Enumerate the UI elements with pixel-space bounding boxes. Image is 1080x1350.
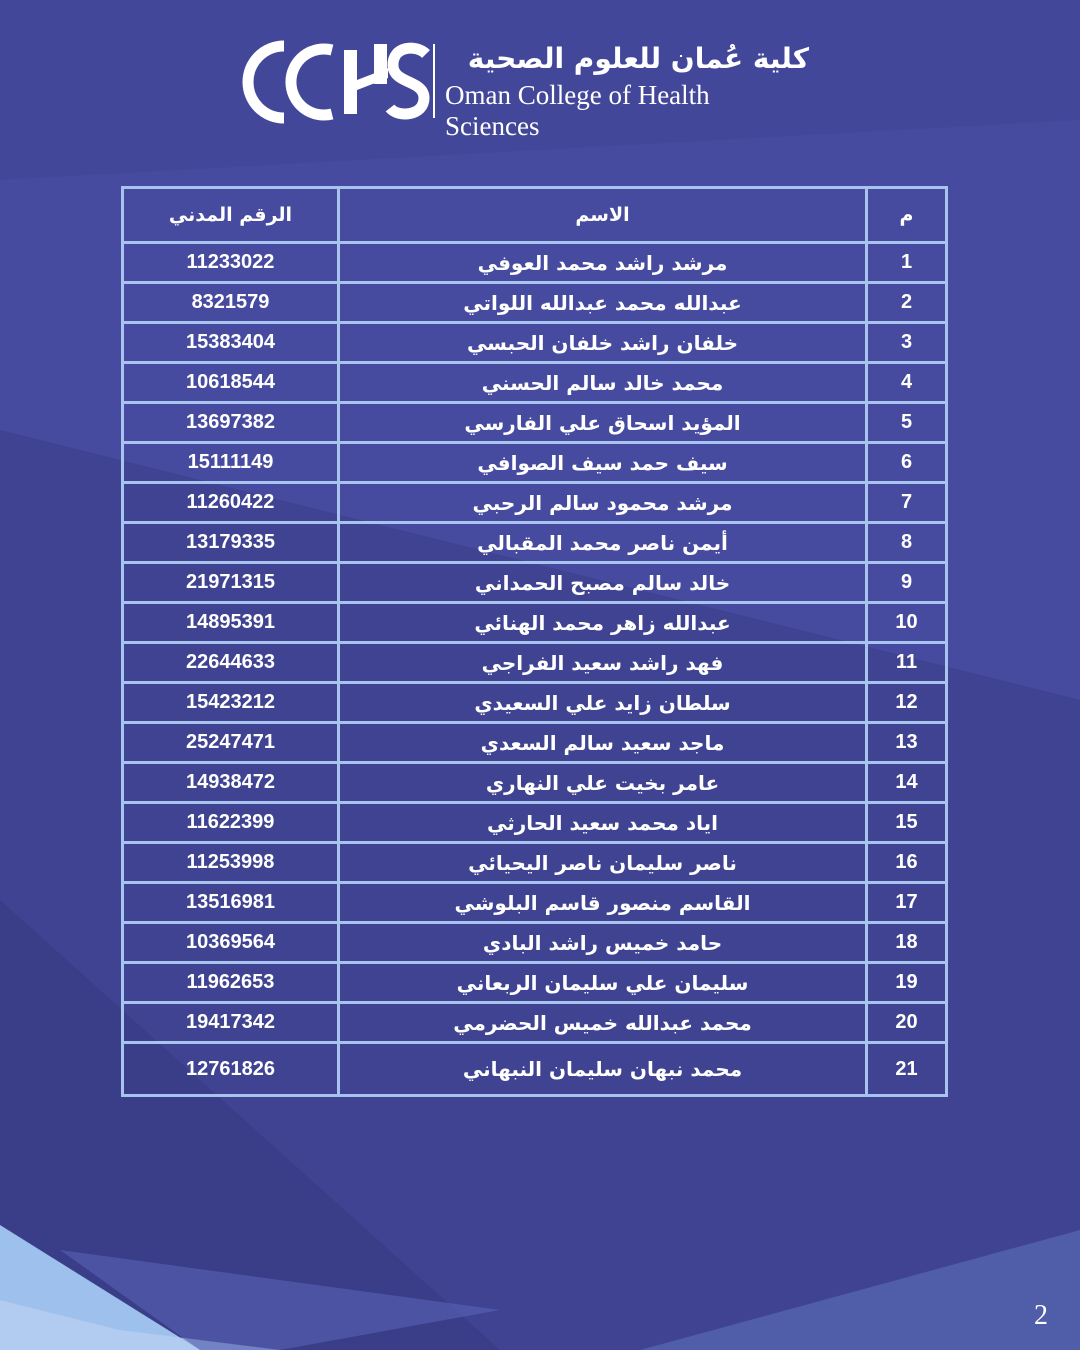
name-cell: حامد خميس راشد البادي xyxy=(339,923,867,963)
name-cell: أيمن ناصر محمد المقبالي xyxy=(339,523,867,563)
civil-id-cell: 14938472 xyxy=(123,763,339,803)
college-name-arabic: كلية عُمان للعلوم الصحية xyxy=(467,42,809,75)
table-row xyxy=(123,963,947,1003)
table-row xyxy=(123,283,947,323)
civil-id-cell: 21971315 xyxy=(123,563,339,603)
index-cell: 14 xyxy=(867,763,947,803)
civil-id-cell: 15423212 xyxy=(123,683,339,723)
name-cell: مرشد محمود سالم الرحبي xyxy=(339,483,867,523)
civil-id-cell: 11253998 xyxy=(123,843,339,883)
table-row xyxy=(123,923,947,963)
index-cell: 13 xyxy=(867,723,947,763)
table-row xyxy=(123,603,947,643)
name-cell: خالد سالم مصبح الحمداني xyxy=(339,563,867,603)
table-row xyxy=(123,483,947,523)
index-cell: 16 xyxy=(867,843,947,883)
index-column-header: م xyxy=(867,188,947,243)
name-cell: ناصر سليمان ناصر اليحيائي xyxy=(339,843,867,883)
name-cell: مرشد راشد محمد العوفي xyxy=(339,243,867,283)
index-cell: 10 xyxy=(867,603,947,643)
table-row xyxy=(123,1043,947,1096)
table-row xyxy=(123,1003,947,1043)
table-row xyxy=(123,243,947,283)
civil-id-column-header: الرقم المدني xyxy=(123,188,339,243)
index-cell: 4 xyxy=(867,363,947,403)
table-row xyxy=(123,683,947,723)
civil-id-cell: 14895391 xyxy=(123,603,339,643)
civil-id-cell: 13516981 xyxy=(123,883,339,923)
name-cell: محمد نبهان سليمان النبهاني xyxy=(339,1043,867,1096)
table-row xyxy=(123,323,947,363)
index-cell: 21 xyxy=(867,1043,947,1096)
name-cell: سلطان زايد علي السعيدي xyxy=(339,683,867,723)
index-cell: 17 xyxy=(867,883,947,923)
index-cell: 19 xyxy=(867,963,947,1003)
table-row xyxy=(123,523,947,563)
name-cell: سليمان علي سليمان الربعاني xyxy=(339,963,867,1003)
name-cell: محمد عبدالله خميس الحضرمي xyxy=(339,1003,867,1043)
index-cell: 7 xyxy=(867,483,947,523)
civil-id-cell: 12761826 xyxy=(123,1043,339,1096)
name-cell: اياد محمد سعيد الحارثي xyxy=(339,803,867,843)
index-cell: 6 xyxy=(867,443,947,483)
table-row xyxy=(123,643,947,683)
index-cell: 11 xyxy=(867,643,947,683)
civil-id-cell: 22644633 xyxy=(123,643,339,683)
table-row xyxy=(123,763,947,803)
civil-id-cell: 11622399 xyxy=(123,803,339,843)
table-body xyxy=(123,243,947,1096)
civil-id-cell: 19417342 xyxy=(123,1003,339,1043)
index-cell: 12 xyxy=(867,683,947,723)
table-row xyxy=(123,443,947,483)
name-cell: سيف حمد سيف الصوافي xyxy=(339,443,867,483)
index-cell: 15 xyxy=(867,803,947,843)
table-row xyxy=(123,843,947,883)
index-cell: 3 xyxy=(867,323,947,363)
page-number: 2 xyxy=(1034,1300,1048,1331)
ochs-logo-mark xyxy=(240,36,430,128)
civil-id-cell: 13179335 xyxy=(123,523,339,563)
logo-divider xyxy=(433,44,435,118)
table-row xyxy=(123,803,947,843)
students-table xyxy=(121,186,948,1097)
index-cell: 2 xyxy=(867,283,947,323)
name-cell: عامر بخيت علي النهاري xyxy=(339,763,867,803)
name-cell: المؤيد اسحاق علي الفارسي xyxy=(339,403,867,443)
civil-id-cell: 11233022 xyxy=(123,243,339,283)
name-cell: فهد راشد سعيد الفراجي xyxy=(339,643,867,683)
table-row xyxy=(123,723,947,763)
name-cell: عبدالله زاهر محمد الهنائي xyxy=(339,603,867,643)
civil-id-cell: 10369564 xyxy=(123,923,339,963)
name-column-header: الاسم xyxy=(339,188,867,243)
name-cell: محمد خالد سالم الحسني xyxy=(339,363,867,403)
table-row xyxy=(123,363,947,403)
name-cell: عبدالله محمد عبدالله اللواتي xyxy=(339,283,867,323)
civil-id-cell: 15111149 xyxy=(123,443,339,483)
civil-id-cell: 8321579 xyxy=(123,283,339,323)
name-cell: ماجد سعيد سالم السعدي xyxy=(339,723,867,763)
civil-id-cell: 10618544 xyxy=(123,363,339,403)
civil-id-cell: 11962653 xyxy=(123,963,339,1003)
college-name-english: Oman College of Health Sciences xyxy=(445,80,710,141)
civil-id-cell: 15383404 xyxy=(123,323,339,363)
table-row xyxy=(123,563,947,603)
index-cell: 1 xyxy=(867,243,947,283)
index-cell: 20 xyxy=(867,1003,947,1043)
civil-id-cell: 11260422 xyxy=(123,483,339,523)
table-header-row xyxy=(123,188,947,243)
table-row xyxy=(123,883,947,923)
index-cell: 9 xyxy=(867,563,947,603)
name-cell: خلفان راشد خلفان الحبسي xyxy=(339,323,867,363)
civil-id-cell: 25247471 xyxy=(123,723,339,763)
index-cell: 18 xyxy=(867,923,947,963)
index-cell: 8 xyxy=(867,523,947,563)
civil-id-cell: 13697382 xyxy=(123,403,339,443)
college-logo xyxy=(240,36,820,141)
name-cell: القاسم منصور قاسم البلوشي xyxy=(339,883,867,923)
table-row xyxy=(123,403,947,443)
index-cell: 5 xyxy=(867,403,947,443)
